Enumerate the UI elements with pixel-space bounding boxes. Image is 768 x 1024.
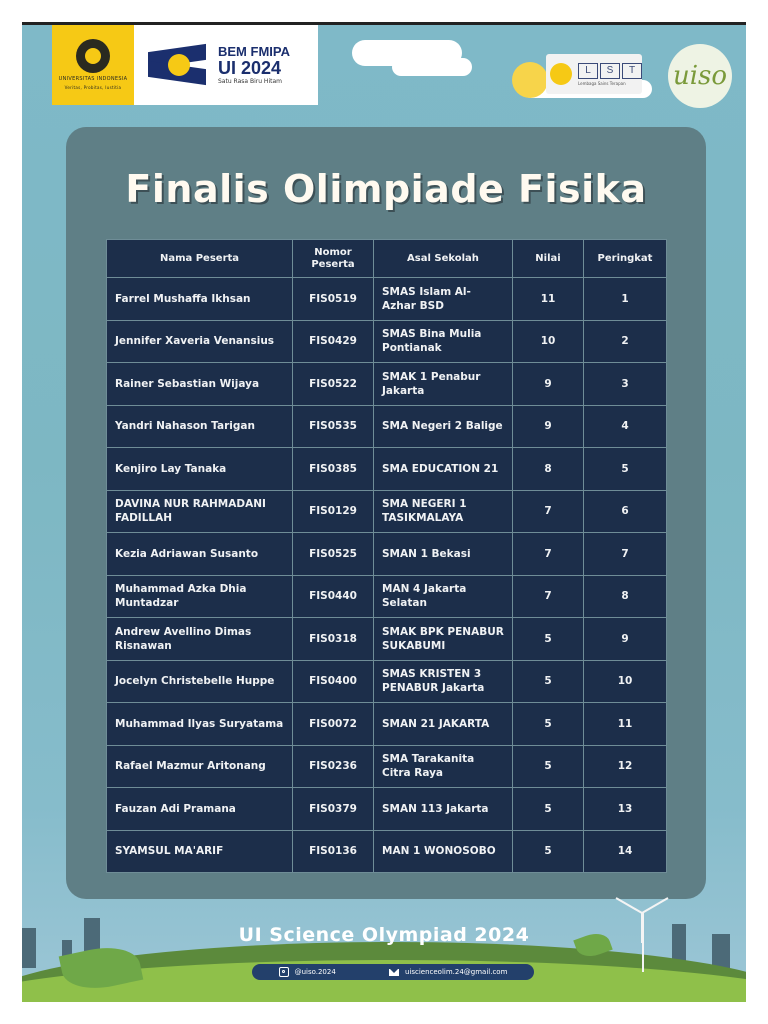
contact-bar	[252, 964, 534, 980]
cell-participant-number: FIS0129	[293, 490, 374, 533]
cell-score: 7	[513, 575, 584, 618]
cell-name: Jocelyn Christebelle Huppe	[107, 660, 293, 703]
table-row	[107, 448, 667, 491]
table-row	[107, 660, 667, 703]
cell-school: SMAS Islam Al-Azhar BSD	[374, 278, 513, 321]
cell-name: Kenjiro Lay Tanaka	[107, 448, 293, 491]
bem-line1: BEM FMIPA	[218, 44, 290, 59]
lst-letter: T	[622, 63, 642, 79]
cell-rank: 7	[584, 533, 667, 576]
header-score: Nilai	[513, 240, 584, 278]
cell-name: Yandri Nahason Tarigan	[107, 405, 293, 448]
cell-school: SMAK BPK PENABUR SUKABUMI	[374, 618, 513, 661]
cell-score: 7	[513, 490, 584, 533]
cell-score: 8	[513, 448, 584, 491]
cell-name: Rafael Mazmur Aritonang	[107, 745, 293, 788]
table-row	[107, 788, 667, 831]
universitas-indonesia-logo	[52, 25, 134, 105]
cell-school: MAN 4 Jakarta Selatan	[374, 575, 513, 618]
cell-name: Andrew Avellino Dimas Risnawan	[107, 618, 293, 661]
cell-score: 10	[513, 320, 584, 363]
cell-participant-number: FIS0400	[293, 660, 374, 703]
cell-rank: 10	[584, 660, 667, 703]
header-name: Nama Peserta	[107, 240, 293, 278]
table-row	[107, 405, 667, 448]
cell-rank: 13	[584, 788, 667, 831]
cloud	[392, 58, 472, 76]
table-row	[107, 618, 667, 661]
table-row	[107, 575, 667, 618]
table-row	[107, 745, 667, 788]
turbine-blade	[642, 897, 669, 914]
cell-school: SMAN 113 Jakarta	[374, 788, 513, 831]
uiso-logo	[668, 44, 732, 108]
cell-school: SMA Negeri 2 Balige	[374, 405, 513, 448]
cell-name: Farrel Mushaffa Ikhsan	[107, 278, 293, 321]
finalist-table	[106, 239, 667, 873]
cell-score: 5	[513, 788, 584, 831]
lst-letter: L	[578, 63, 598, 79]
cell-participant-number: FIS0440	[293, 575, 374, 618]
footer-title: UI Science Olympiad 2024	[238, 924, 530, 946]
table-header-row	[107, 240, 667, 278]
bem-line2: UI 2024	[218, 58, 282, 78]
cell-participant-number: FIS0535	[293, 405, 374, 448]
instagram-contact[interactable]	[279, 967, 336, 977]
makara-emblem-icon	[76, 39, 110, 73]
poster	[22, 22, 746, 1002]
cell-rank: 2	[584, 320, 667, 363]
cell-school: MAN 1 WONOSOBO	[374, 830, 513, 873]
instagram-icon	[279, 967, 289, 977]
cell-rank: 3	[584, 363, 667, 406]
cell-score: 11	[513, 278, 584, 321]
cell-participant-number: FIS0429	[293, 320, 374, 363]
cell-name: Kezia Adriawan Susanto	[107, 533, 293, 576]
cell-score: 9	[513, 363, 584, 406]
cell-participant-number: FIS0236	[293, 745, 374, 788]
sun-icon	[512, 62, 548, 98]
lst-logo	[546, 54, 642, 94]
uiso-mark: uiso	[672, 61, 728, 91]
cell-name: Jennifer Xaveria Venansius	[107, 320, 293, 363]
page-title: Finalis Olimpiade Fisika	[125, 167, 647, 211]
cell-rank: 9	[584, 618, 667, 661]
email-contact[interactable]	[389, 968, 507, 976]
table-row	[107, 278, 667, 321]
cell-rank: 8	[584, 575, 667, 618]
table-row	[107, 363, 667, 406]
cell-rank: 12	[584, 745, 667, 788]
ui-logo-text: UNIVERSITAS INDONESIA	[58, 76, 128, 82]
cell-school: SMAS KRISTEN 3 PENABUR Jakarta	[374, 660, 513, 703]
cell-school: SMAN 1 Bekasi	[374, 533, 513, 576]
cell-rank: 6	[584, 490, 667, 533]
cell-score: 5	[513, 703, 584, 746]
cell-rank: 5	[584, 448, 667, 491]
cell-participant-number: FIS0136	[293, 830, 374, 873]
cell-school: SMAN 21 JAKARTA	[374, 703, 513, 746]
cell-participant-number: FIS0072	[293, 703, 374, 746]
cell-school: SMAK 1 Penabur Jakarta	[374, 363, 513, 406]
cell-participant-number: FIS0318	[293, 618, 374, 661]
cell-name: Muhammad Azka Dhia Muntadzar	[107, 575, 293, 618]
bem-emblem-icon	[148, 48, 206, 82]
cell-rank: 14	[584, 830, 667, 873]
cell-name: Fauzan Adi Pramana	[107, 788, 293, 831]
cell-score: 9	[513, 405, 584, 448]
cell-score: 5	[513, 830, 584, 873]
cell-rank: 11	[584, 703, 667, 746]
cell-participant-number: FIS0525	[293, 533, 374, 576]
mail-icon	[389, 969, 399, 976]
ui-seal-icon	[550, 63, 572, 85]
lst-letters	[578, 63, 642, 86]
table-row	[107, 320, 667, 363]
cell-participant-number: FIS0522	[293, 363, 374, 406]
cell-school: SMA EDUCATION 21	[374, 448, 513, 491]
email-address: uiscienceolim.24@gmail.com	[404, 968, 508, 976]
results-panel	[66, 127, 706, 899]
cell-name: DAVINA NUR RAHMADANI FADILLAH	[107, 490, 293, 533]
cell-participant-number: FIS0379	[293, 788, 374, 831]
table-row	[107, 533, 667, 576]
turbine-blade	[616, 897, 643, 914]
cell-score: 7	[513, 533, 584, 576]
lst-subtitle: Lembaga Sains Terapan	[578, 80, 626, 86]
cell-participant-number: FIS0519	[293, 278, 374, 321]
instagram-handle: @uiso.2024	[294, 968, 336, 976]
table-row	[107, 703, 667, 746]
bem-tagline: Satu Rasa Biru Hitam	[218, 78, 282, 85]
cell-participant-number: FIS0385	[293, 448, 374, 491]
header-school: Asal Sekolah	[374, 240, 513, 278]
cell-name: Rainer Sebastian Wijaya	[107, 363, 293, 406]
header-rank: Peringkat	[584, 240, 667, 278]
bem-text	[218, 45, 290, 85]
cell-school: SMAS Bina Mulia Pontianak	[374, 320, 513, 363]
cell-school: SMA Tarakanita Citra Raya	[374, 745, 513, 788]
cell-rank: 1	[584, 278, 667, 321]
table-row	[107, 490, 667, 533]
cell-name: SYAMSUL MA'ARIF	[107, 830, 293, 873]
cell-rank: 4	[584, 405, 667, 448]
ui-logo-tagline: Veritas, Probitas, Iustitia	[64, 85, 122, 90]
cell-score: 5	[513, 660, 584, 703]
cell-school: SMA NEGERI 1 TASIKMALAYA	[374, 490, 513, 533]
table-row	[107, 830, 667, 873]
cell-score: 5	[513, 618, 584, 661]
cell-name: Muhammad Ilyas Suryatama	[107, 703, 293, 746]
bem-fmipa-logo	[134, 25, 318, 105]
header-number: Nomor Peserta	[293, 240, 374, 278]
cell-score: 5	[513, 745, 584, 788]
lst-letter: S	[600, 63, 620, 79]
